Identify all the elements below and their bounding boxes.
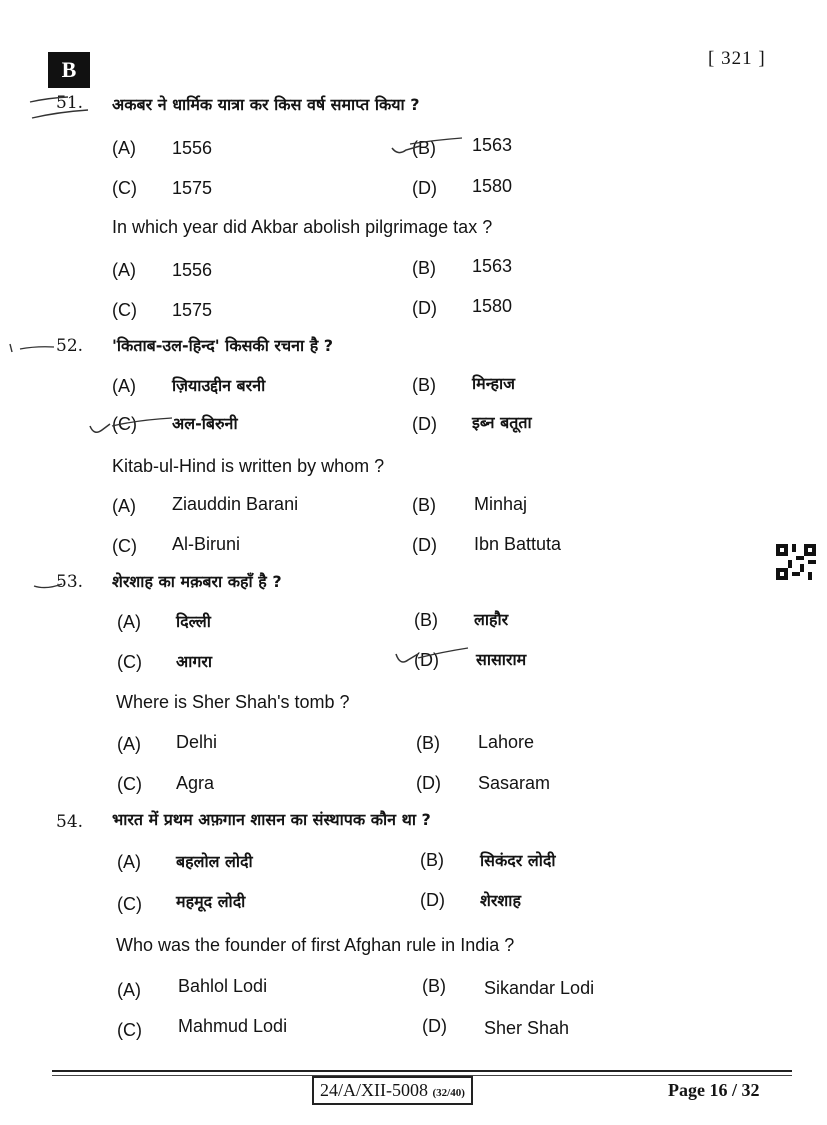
option-text: Al-Biruni — [172, 534, 241, 554]
option-text: Sasaram — [478, 773, 551, 793]
option-label: (B) — [412, 495, 436, 515]
option-label: (B) — [422, 976, 446, 996]
option-text: 1556 — [172, 138, 213, 158]
option-label: (D) — [420, 890, 445, 910]
option-text: ज़ियाउद्दीन बरनी — [172, 376, 266, 395]
qr-code-icon — [776, 544, 816, 580]
option-text: 1580 — [472, 176, 513, 196]
question-text-english: Where is Sher Shah's tomb ? — [116, 692, 350, 712]
option-label: (B) — [412, 138, 436, 158]
option-text: Sikandar Lodi — [484, 978, 595, 998]
option-label: (B) — [412, 375, 436, 395]
option-label: (B) — [416, 733, 440, 753]
option-label: (A) — [117, 852, 141, 872]
footer-rule — [52, 1070, 792, 1072]
option-text: Lahore — [478, 732, 535, 752]
question-number: 53. — [56, 572, 84, 592]
option-label: (C) — [117, 652, 142, 672]
option-text: सिकंदर लोदी — [480, 851, 556, 870]
pen-tick-mark — [32, 572, 72, 594]
option-label: (D) — [412, 535, 437, 555]
option-label: (A) — [112, 138, 136, 158]
option-label: (D) — [412, 414, 437, 434]
paper-code-top: [ 321 ] — [708, 48, 766, 69]
option-label: (B) — [412, 258, 436, 278]
option-text: मिन्हाज — [472, 374, 516, 393]
question-number: 52. — [56, 336, 84, 356]
option-label: (A) — [112, 496, 136, 516]
footer-paper-code — [312, 1076, 473, 1105]
option-text: 1563 — [472, 135, 513, 155]
question-text-english: In which year did Akbar abolish pilgrimage tax ? — [112, 217, 493, 237]
option-label: (C) — [117, 1020, 142, 1040]
option-text: 1580 — [472, 296, 513, 316]
option-label: (C) — [112, 414, 137, 434]
option-label: (D) — [422, 1016, 447, 1036]
option-text: महमूद लोदी — [176, 892, 246, 911]
pen-tick-mark — [394, 644, 474, 672]
option-text: Mahmud Lodi — [178, 1016, 288, 1036]
option-text: आगरा — [176, 652, 213, 671]
option-text: 1556 — [172, 260, 213, 280]
option-text: 1575 — [172, 178, 213, 198]
option-text: Delhi — [176, 732, 218, 752]
question-number: 51. — [56, 93, 84, 113]
option-label: (A) — [117, 734, 141, 754]
pen-tick-mark — [28, 92, 118, 126]
pen-tick-mark — [88, 410, 178, 440]
option-label: (C) — [112, 300, 137, 320]
option-text: Sher Shah — [484, 1018, 570, 1038]
option-text: Ziauddin Barani — [172, 494, 299, 514]
option-label: (B) — [414, 610, 438, 630]
option-text: 1563 — [472, 256, 513, 276]
option-text: सासाराम — [476, 650, 527, 669]
option-label: (D) — [412, 178, 437, 198]
option-label: (C) — [112, 536, 137, 556]
question-text-hindi: शेरशाह का मक़बरा कहाँ है ? — [112, 572, 282, 591]
option-label: (D) — [416, 773, 441, 793]
option-label: (C) — [112, 178, 137, 198]
set-badge: B — [48, 52, 90, 88]
question-text-english: Who was the founder of first Afghan rule in India ? — [116, 935, 515, 955]
pen-tick-mark — [390, 136, 470, 162]
option-label: (C) — [117, 894, 142, 914]
footer-code-small: (32/40) — [432, 1087, 465, 1099]
page-number: Page 16 / 32 — [668, 1080, 760, 1100]
question-text-english: Kitab-ul-Hind is written by whom ? — [112, 456, 385, 476]
question-text-hindi: 'किताब-उल-हिन्द' किसकी रचना है ? — [112, 336, 334, 355]
footer-code-main: 24/A/XII-5008 — [320, 1080, 428, 1100]
option-label: (A) — [117, 612, 141, 632]
question-text-hindi: अकबर ने धार्मिक यात्रा कर किस वर्ष समाप्त किया ? — [112, 95, 420, 114]
option-text: दिल्ली — [176, 612, 211, 631]
option-label: (D) — [414, 650, 439, 670]
option-text: बहलोल लोदी — [176, 852, 253, 871]
option-text: शेरशाह — [480, 891, 521, 910]
option-text: इब्न बतूता — [472, 413, 532, 432]
question-number: 54. — [56, 812, 84, 832]
option-text: 1575 — [172, 300, 213, 320]
option-text: Agra — [176, 773, 215, 793]
question-text-hindi: भारत में प्रथम अफ़गान शासन का संस्थापक कौन था ? — [112, 810, 431, 829]
option-text: Bahlol Lodi — [178, 976, 268, 996]
option-text: लाहौर — [474, 610, 509, 629]
option-label: (C) — [117, 774, 142, 794]
option-label: (A) — [117, 980, 141, 1000]
option-label: (B) — [420, 850, 444, 870]
option-label: (D) — [412, 298, 437, 318]
pen-tick-mark — [6, 340, 56, 356]
option-label: (A) — [112, 376, 136, 396]
option-label: (A) — [112, 260, 136, 280]
option-text: अल-बिरुनी — [172, 414, 238, 433]
option-text: Ibn Battuta — [474, 534, 562, 554]
option-text: Minhaj — [474, 494, 528, 514]
